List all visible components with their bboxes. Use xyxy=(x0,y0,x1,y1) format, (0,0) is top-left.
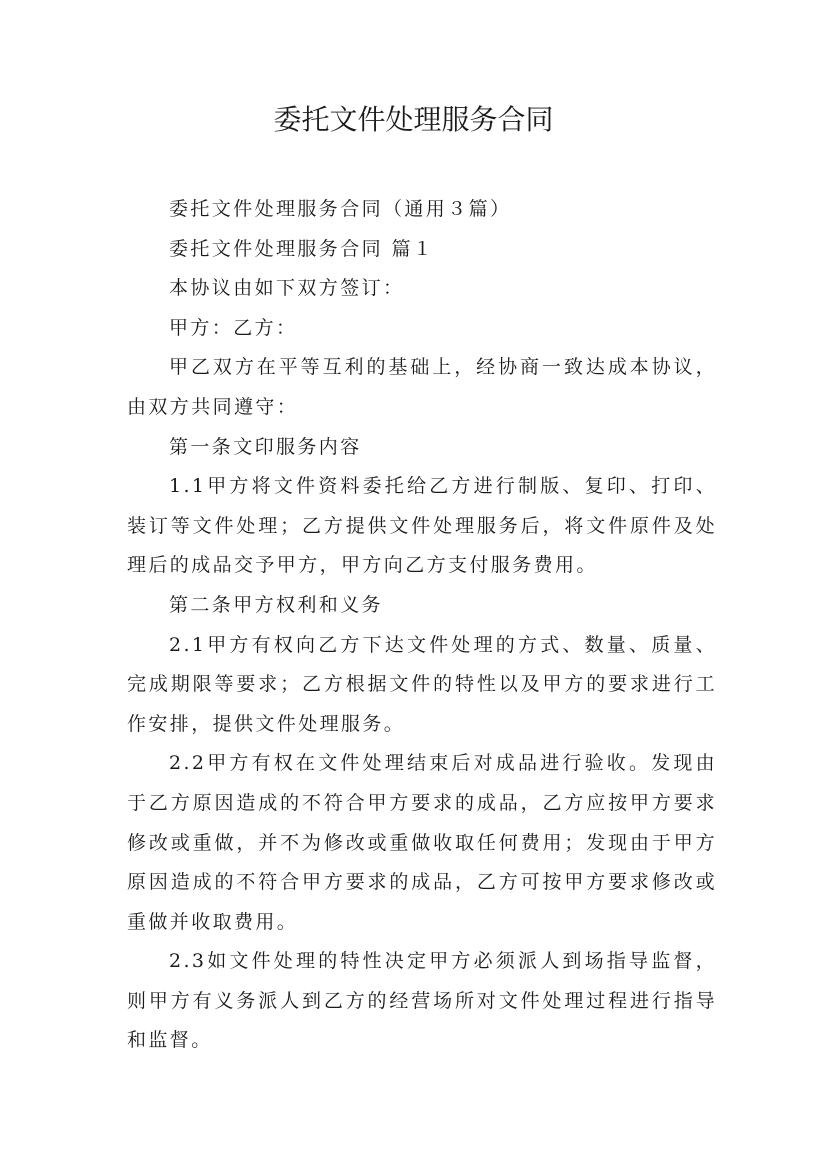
paragraph-subtitle: 委托文件处理服务合同（通用３篇） xyxy=(169,198,512,220)
paragraph-section-heading: 委托文件处理服务合同 篇１ xyxy=(169,237,435,260)
paragraph-article-1-heading: 第一条文印服务内容 xyxy=(169,435,362,458)
paragraph-clause-2-2: 2.2甲方有权在文件处理结束后对成品进行验收。发现由于乙方原因造成的不符合甲方要求的成品，乙方应按甲方要求修改或重做，并不为修改或重做收取任何费用；发现由于甲方原因造成的不符合甲方要求的成品，乙方可按甲方要求修改或重做并收取费用。 xyxy=(127,752,717,933)
paragraph-agreement: 甲乙双方在平等互利的基础上，经协商一致达成本协议，由双方共同遵守： xyxy=(127,356,717,418)
paragraph-clause-2-1: 2.1甲方有权向乙方下达文件处理的方式、数量、质量、完成期限等要求；乙方根据文件的特性以及甲方的要求进行工作安排，提供文件处理服务。 xyxy=(127,633,717,735)
paragraph-clause-2-3: 2.3如文件处理的特性决定甲方必须派人到场指导监督，则甲方有义务派人到乙方的经营场所对文件处理过程进行指导和监督。 xyxy=(127,950,717,1052)
paragraph-parties: 甲方：乙方： xyxy=(169,316,298,339)
document-title: 委托文件处理服务合同 xyxy=(273,103,554,136)
document-body xyxy=(127,190,717,1061)
paragraph-intro: 本协议由如下双方签订： xyxy=(169,277,405,300)
paragraph-clause-1-1: 1.1甲方将文件资料委托给乙方进行制版、复印、打印、装订等文件处理；乙方提供文件处理服务后，将文件原件及处理后的成品交予甲方，甲方向乙方支付服务费用。 xyxy=(127,475,717,577)
paragraph-article-2-heading: 第二条甲方权利和义务 xyxy=(169,593,384,616)
